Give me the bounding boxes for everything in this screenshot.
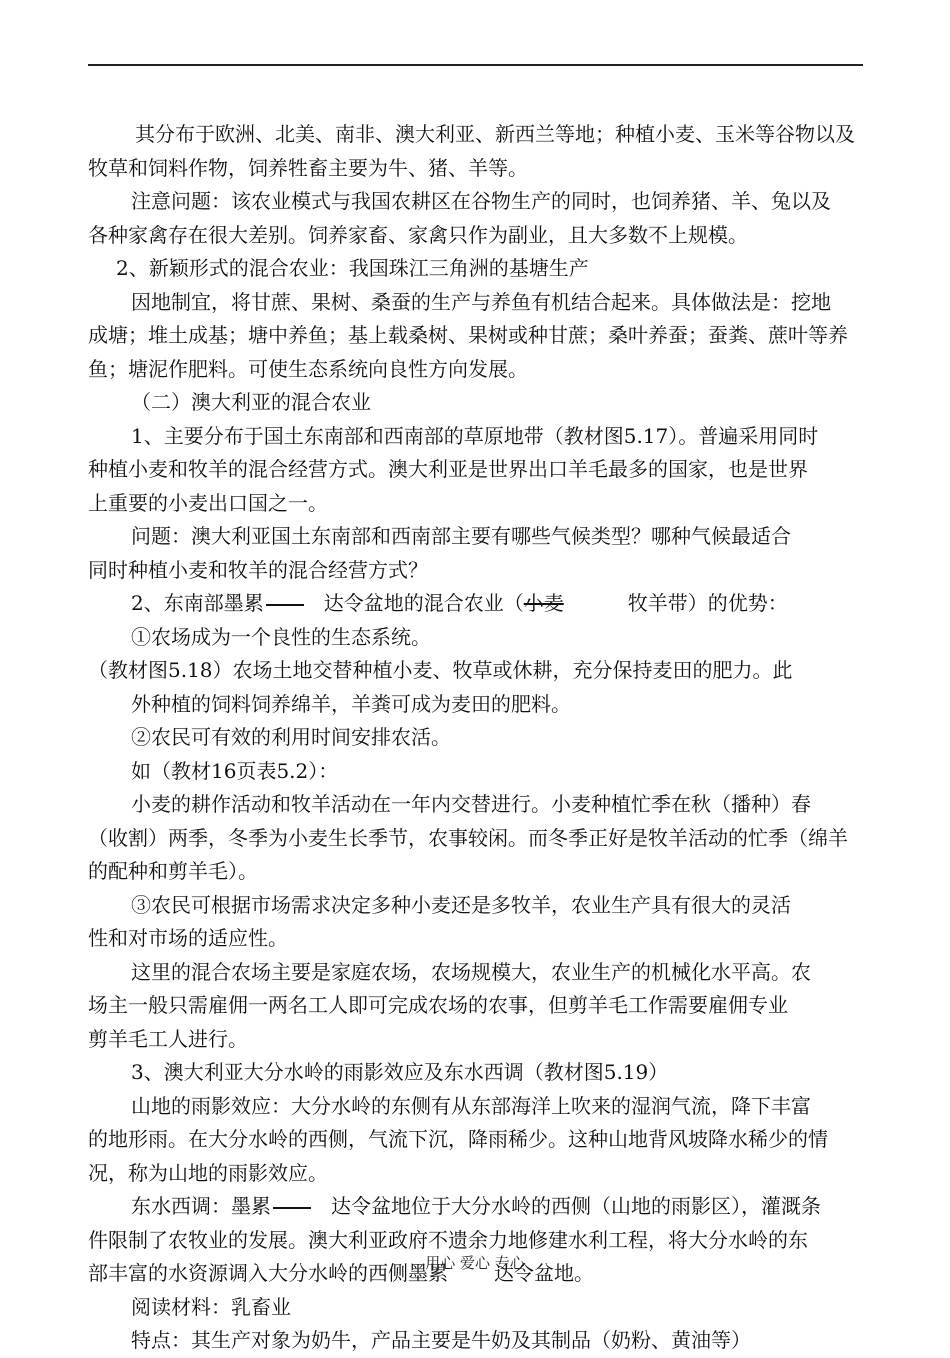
section-heading: 2、新颖形式的混合农业：我国珠江三角洲的基塘生产 bbox=[116, 256, 589, 280]
text-line: 因地制宜，将甘蔗、果树、桑蚕的生产与养鱼有机结合起来。具体做法是：挖地 bbox=[131, 289, 831, 314]
text-line: 同时种植小麦和牧羊的混合经营方式？ bbox=[88, 557, 428, 582]
header-rule bbox=[88, 64, 863, 66]
text-line: （收割）两季，冬季为小麦生长季节，农事较闲。而冬季正好是牧羊活动的忙季（绵羊 bbox=[88, 825, 848, 850]
dash-mark bbox=[273, 1207, 311, 1209]
text-segment: 达令盆地。 bbox=[494, 1261, 594, 1285]
text-line: 剪羊毛工人进行。 bbox=[88, 1026, 248, 1051]
document-body bbox=[88, 118, 863, 1358]
text-line: ①农场成为一个良性的生态系统。 bbox=[131, 624, 431, 649]
text-line: 山地的雨影效应：大分水岭的东侧有从东部海洋上吹来的湿润气流，降下丰富 bbox=[131, 1093, 811, 1118]
text-line: 注意问题：该农业模式与我国农耕区在谷物生产的同时，也饲养猪、羊、兔以及 bbox=[131, 189, 831, 213]
text-segment: 东水西调：墨累 bbox=[131, 1194, 271, 1218]
section-heading: 阅读材料：乳畜业 bbox=[131, 1294, 291, 1319]
struck-text: 小麦 bbox=[523, 591, 564, 615]
text-line bbox=[88, 1190, 863, 1224]
text-segment: 部丰富的水资源调入大分水岭的西侧墨累 bbox=[88, 1261, 448, 1285]
text-line: 小麦的耕作活动和牧羊活动在一年内交替进行。小麦种植忙季在秋（播种）春 bbox=[131, 792, 811, 816]
text-line: 况，称为山地的雨影效应。 bbox=[88, 1160, 328, 1185]
text-line: 外种植的饲料饲养绵羊，羊粪可成为麦田的肥料。 bbox=[131, 691, 571, 716]
text-line: 如（教材16页表5.2）： bbox=[131, 758, 339, 783]
text-segment: 达令盆地的混合农业（ bbox=[323, 591, 524, 615]
text-line: 场主一般只需雇佣一两名工人即可完成农场的农事，但剪羊毛工作需要雇佣专业 bbox=[88, 993, 788, 1017]
text-line: 的地形雨。在大分水岭的西侧，气流下沉，降雨稀少。这种山地背风坡降水稀少的情 bbox=[88, 1127, 828, 1151]
text-segment: 达令盆地位于大分水岭的西侧（山地的雨影区），灌溉条 bbox=[331, 1194, 821, 1218]
text-line: 件限制了农牧业的发展。澳大利亚政府不遗余力地修建水利工程，将大分水岭的东 bbox=[88, 1227, 808, 1252]
text-line: 性和对市场的适应性。 bbox=[88, 926, 288, 950]
section-heading: （二）澳大利亚的混合农业 bbox=[131, 390, 371, 414]
text-line bbox=[88, 587, 863, 621]
text-line: （教材图5.18）农场土地交替种植小麦、牧草或休耕，充分保持麦田的肥力。此 bbox=[88, 658, 793, 682]
text-line: 这里的混合农场主要是家庭农场，农场规模大，农业生产的机械化水平高。农 bbox=[131, 959, 811, 984]
text-line: 牧草和饲料作物，饲养牲畜主要为牛、猪、羊等。 bbox=[88, 155, 528, 180]
text-line: 上重要的小麦出口国之一。 bbox=[88, 490, 328, 515]
section-heading: 3、澳大利亚大分水岭的雨影效应及东水西调（教材图5.19） bbox=[131, 1060, 669, 1084]
text-line: 成塘；堆土成基；塘中养鱼；基上载桑树、果树或种甘蔗；桑叶养蚕；蚕粪、蔗叶等养 bbox=[88, 323, 848, 347]
text-line: 鱼；塘泥作肥料。可使生态系统向良性方向发展。 bbox=[88, 356, 528, 381]
text-line: 的配种和剪羊毛）。 bbox=[88, 859, 258, 883]
page-footer: 用心 爱心 专心 bbox=[425, 1254, 525, 1272]
text-line: 其分布于欧洲、北美、南非、澳大利亚、新西兰等地；种植小麦、玉米等谷物以及 bbox=[135, 122, 855, 146]
dash-mark bbox=[266, 604, 304, 606]
text-line: ②农民可有效的利用时间安排农活。 bbox=[131, 725, 451, 749]
text-line: ③农民可根据市场需求决定多种小麦还是多牧羊，农业生产具有很大的灵活 bbox=[131, 892, 791, 917]
text-line: 问题：澳大利亚国土东南部和西南部主要有哪些气候类型？哪种气候最适合 bbox=[131, 524, 791, 548]
text-segment: 牧羊带）的优势： bbox=[627, 591, 788, 615]
text-line: 特点：其生产对象为奶牛，产品主要是牛奶及其制品（奶粉、黄油等） bbox=[131, 1328, 751, 1352]
text-line: 1、主要分布于国土东南部和西南部的草原地带（教材图5.17）。普遍采用同时 bbox=[131, 423, 819, 448]
text-line: 各种家禽存在很大差别。饲养家畜、家禽只作为副业，且大多数不上规模。 bbox=[88, 222, 748, 247]
text-segment: 2、东南部墨累 bbox=[131, 591, 264, 615]
text-line: 种植小麦和牧羊的混合经营方式。澳大利亚是世界出口羊毛最多的国家，也是世界 bbox=[88, 457, 808, 481]
